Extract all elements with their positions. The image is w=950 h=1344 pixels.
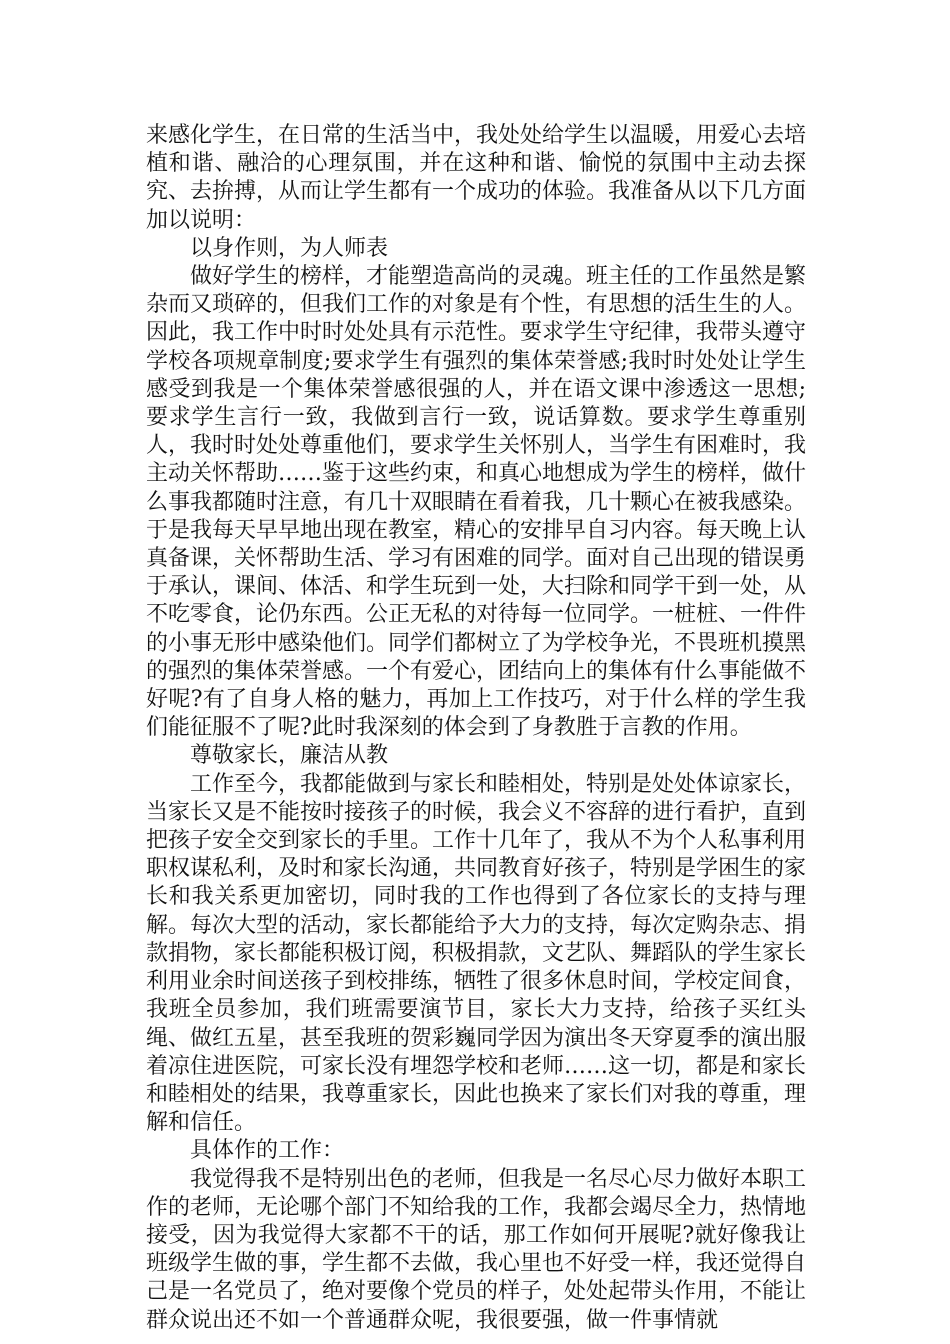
paragraph-intro: 来感化学生，在日常的生活当中，我处处给学生以温暖，用爱心去培植和谐、融洽的心理氛围，并在这种和谐、愉悦的氛围中主动去探究、去拚搏，从而让学生都有一个成功的体验。我准备从以下几方面加以说明： xyxy=(146,123,807,233)
paragraph-specific-work: 我觉得我不是特别出色的老师，但我是一名尽心尽力做好本职工作的老师，无论哪个部门不知给我的工作，我都会竭尽全力，热情地接受，因为我觉得大家都不干的话，那工作如何开展呢?就好像我让班级学生做的事，学生都不去做，我心里也不好受一样，我还觉得自己是一名党员了，绝对要像个党员的样子，处处起带头作用，不能让群众说出还不如一个普通群众呢，我很要强，做一件事情就 xyxy=(146,1166,807,1333)
section-heading-lead-by-example: 以身作则，为人师表 xyxy=(190,235,389,261)
section-heading-specific-work: 具体作的工作： xyxy=(190,1138,345,1164)
document-body xyxy=(146,122,806,1335)
section-heading-respect-parents: 尊敬家长，廉洁从教 xyxy=(190,743,389,769)
paragraph-lead-by-example: 做好学生的榜样，才能塑造高尚的灵魂。班主任的工作虽然是繁杂而又琐碎的，但我们工作的对象是有个性，有思想的活生生的人。因此，我工作中时时处处具有示范性。要求学生守纪律，我带头遵守学校各项规章制度;要求学生有强烈的集体荣誉感;我时时处处让学生感受到我是一个集体荣誉感很强的人，并在语文课中渗透这一思想;要求学生言行一致，我做到言行一致，说话算数。要求学生尊重别人，我时时处处尊重他们，要求学生关怀别人，当学生有困难时，我主动关怀帮助……鉴于这些约束，和真心地想成为学生的榜样，做什么事我都随时注意，有几十双眼睛在看着我，几十颗心在被我感染。于是我每天早早地出现在教室，精心的安排早自习内容。每天晚上认真备课，关怀帮助生活、学习有困难的同学。面对自己出现的错误勇于承认，课间、体活、和学生玩到一处，大扫除和同学干到一处，从不吃零食，论仍东西。公正无私的对待每一位同学。一桩桩、一件件的小事无形中感染他们。同学们都树立了为学校争光，不畏班机摸黑的强烈的集体荣誉感。一个有爱心，团结向上的集体有什么事能做不好呢?有了自身人格的魅力，再加上工作技巧，对于什么样的学生我们能征服不了呢?此时我深刻的体会到了身教胜于言教的作用。 xyxy=(146,264,807,741)
paragraph-respect-parents: 工作至今，我都能做到与家长和睦相处，特别是处处体谅家长，当家长又是不能按时接孩子的时候，我会义不容辞的进行看护，直到把孩子安全交到家长的手里。工作十几年了，我从不为个人私事利用职权谋私利，及时和家长沟通，共同教育好孩子，特别是学困生的家长和我关系更加密切，同时我的工作也得到了各位家长的支持与理解。每次大型的活动，家长都能给予大力的支持，每次定购杂志、捐款捐物，家长都能积极订阅，积极捐款，文艺队、舞蹈队的学生家长利用业余时间送孩子到校排练，牺牲了很多休息时间，学校定间食，我班全员参加，我们班需要演节目，家长大力支持，给孩子买红头绳、做红五星，甚至我班的贺彩巍同学因为演出冬天穿夏季的演出服着凉住进医院，可家长没有埋怨学校和老师……这一切，都是和家长和睦相处的结果，我尊重家长，因此也换来了家长们对我的尊重，理解和信任。 xyxy=(146,771,807,1136)
